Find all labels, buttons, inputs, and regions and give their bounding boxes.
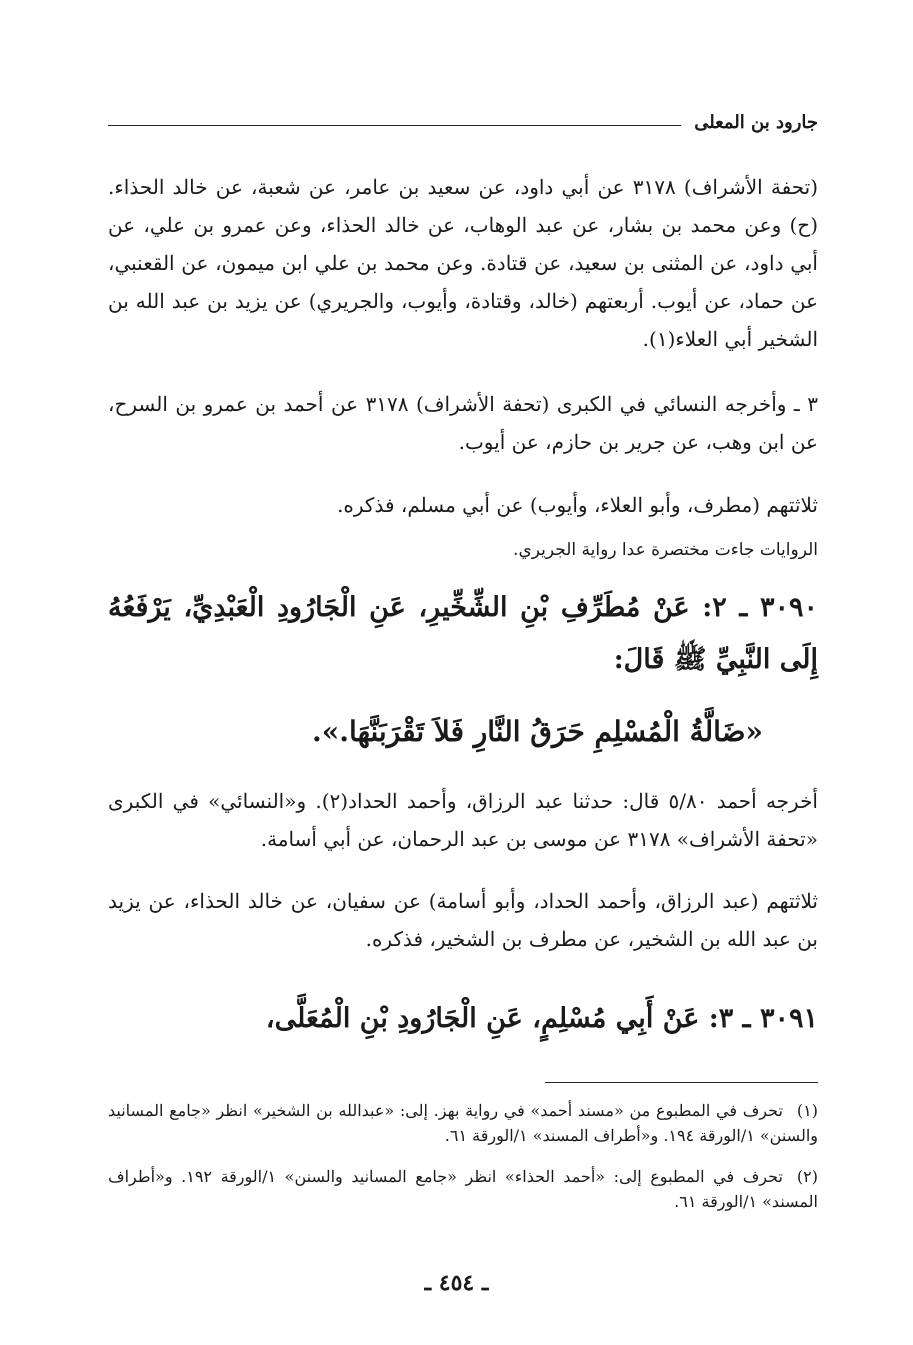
footnote-1	[108, 1098, 818, 1148]
paragraph-note: الروايات جاءت مختصرة عدا رواية الجريري.	[513, 540, 818, 560]
page-number: ـ ٤٥٤ ـ	[424, 1270, 489, 1296]
paragraph-takhrij-3: ثلاثتهم (مطرف، وأبو العلاء، وأيوب) عن أبي مسلم، فذكره.	[337, 493, 818, 517]
paragraph-takhrij-2: ٣ ـ وأخرجه النسائي في الكبرى (تحفة الأشراف) ٣١٧٨ عن أحمد بن عمرو بن السرح، عن ابن وهب، عن جرير بن حازم، عن أيوب.	[108, 392, 818, 454]
footnote-number: (٢)	[796, 1167, 818, 1186]
footnote-text: تحرف في المطبوع من «مسند أحمد» في رواية بهز. إلى: «عبدالله بن الشخير» انظر «جامع المسانيد والسنن» ١/الورقة ١٩٤. و«أطراف المسند» ١/الورقة ٦١.	[108, 1101, 818, 1145]
hadith-3090-heading: ٣٠٩٠ ـ ٢: عَنْ مُطَرِّفِ بْنِ الشِّخِّيرِ، عَنِ الْجَارُودِ الْعَبْدِيِّ، يَرْفَعُهُ إِلَى النَّبِيِّ ﷺ قَالَ:	[108, 592, 818, 675]
footnote-text: تحرف في المطبوع إلى: «أحمد الحذاء» انظر «جامع المسانيد والسنن» ١/الورقة ١٩٢. و«أطراف المسند» ١/الورقة ٦١.	[108, 1167, 818, 1211]
hadith-3090-text: «ضَالَّةُ الْمُسْلِمِ حَرَقُ النَّارِ فَلاَ تَقْرَبَنَّهَا.».	[312, 715, 763, 748]
hadith-3091-heading: ٣٠٩١ ـ ٣: عَنْ أَبِي مُسْلِمٍ، عَنِ الْجَارُودِ بْنِ الْمُعَلَّى،	[265, 1003, 818, 1034]
paragraph-takhrij-1: (تحفة الأشراف) ٣١٧٨ عن أبي داود، عن سعيد بن عامر، عن شعبة، عن خالد الحذاء. (ح) وعن محمد بن بشار، عن عبد الوهاب، عن خالد الحذاء، وعن عمرو بن علي، عن أبي داود، عن المثنى بن سعيد، عن قتادة. وعن محمد بن علي ابن ميمون، عن القعنبي، عن حماد، عن أيوب. أربعتهم (خالد، وقتادة، وأيوب، والجريري) عن يزيد بن عبد الله بن الشخير أبي العلاء(١).	[108, 175, 819, 351]
paragraph-takhrij-5: ثلاثتهم (عبد الرزاق، وأحمد الحداد، وأبو أسامة) عن سفيان، عن خالد الحذاء، عن يزيد بن عبد الله بن الشخير، عن مطرف بن الشخير، فذكره.	[108, 889, 818, 951]
header-rule	[108, 125, 681, 126]
running-head: جارود بن المعلى	[694, 112, 818, 133]
paragraph-takhrij-4: أخرجه أحمد ٥/٨٠ قال: حدثنا عبد الرزاق، وأحمد الحداد(٢). و«النسائي» في الكبرى «تحفة الأشراف» ٣١٧٨ عن موسى بن عبد الرحمان، عن أبي أسامة.	[108, 789, 818, 851]
footnote-number: (١)	[796, 1101, 818, 1120]
footnote-2	[108, 1164, 818, 1214]
footnote-rule	[545, 1082, 818, 1083]
